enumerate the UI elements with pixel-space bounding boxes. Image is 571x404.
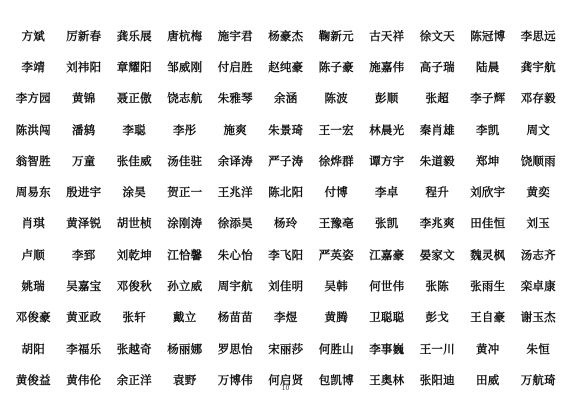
name-cell: 宋丽莎 xyxy=(268,341,304,356)
name-cell: 李靖 xyxy=(21,59,45,74)
name-cell: 邓俊豪 xyxy=(15,310,51,325)
name-cell: 张佳威 xyxy=(116,153,152,168)
name-cell: 王奥林 xyxy=(369,372,405,387)
name-cell: 饶顺雨 xyxy=(520,153,556,168)
name-cell: 万航琦 xyxy=(520,372,556,387)
name-cell: 邓俊秋 xyxy=(116,279,152,294)
name-cell: 江嘉豪 xyxy=(369,247,405,262)
name-cell: 刘玉 xyxy=(526,216,550,231)
name-cell: 方斌 xyxy=(21,28,45,43)
name-cell: 王兆洋 xyxy=(217,185,253,200)
name-cell: 余正洋 xyxy=(116,372,152,387)
name-cell: 古天祥 xyxy=(369,28,405,43)
name-cell: 朱雅琴 xyxy=(217,91,253,106)
name-cell: 张陈 xyxy=(425,279,449,294)
name-cell: 卢顺 xyxy=(21,247,45,262)
name-cell: 黄腾 xyxy=(324,310,348,325)
name-cell: 杨苗苗 xyxy=(217,310,253,325)
name-cell: 晏家文 xyxy=(419,247,455,262)
name-cell: 邓存毅 xyxy=(520,91,556,106)
name-cell: 万博伟 xyxy=(217,372,253,387)
name-cell: 杨玲 xyxy=(274,216,298,231)
name-cell: 李方园 xyxy=(15,91,51,106)
name-cell: 陈波 xyxy=(324,91,348,106)
name-cell: 林晨光 xyxy=(369,122,405,137)
name-cell: 严英姿 xyxy=(318,247,354,262)
name-cell: 李子辉 xyxy=(470,91,506,106)
name-cell: 何胜山 xyxy=(318,341,354,356)
name-cell: 朱心怡 xyxy=(217,247,253,262)
name-cell: 张凯 xyxy=(375,216,399,231)
name-cell: 徐烨群 xyxy=(318,153,354,168)
name-cell: 彭顺 xyxy=(375,91,399,106)
name-cell: 卫聪聪 xyxy=(369,310,405,325)
name-cell: 朱景琦 xyxy=(268,122,304,137)
name-cell: 刘欣宇 xyxy=(470,185,506,200)
name-cell: 李事巍 xyxy=(369,341,405,356)
name-cell: 陆晨 xyxy=(476,59,500,74)
page-number: 10 xyxy=(281,385,290,392)
name-cell: 涂昊 xyxy=(122,185,146,200)
name-cell: 黄亚政 xyxy=(66,310,102,325)
name-cell: 付博 xyxy=(324,185,348,200)
name-cell: 彭戈 xyxy=(425,310,449,325)
name-cell: 饶志航 xyxy=(167,91,203,106)
name-cell: 肖琪 xyxy=(21,216,45,231)
name-cell: 付启胜 xyxy=(217,59,253,74)
name-cell: 李彤 xyxy=(173,122,197,137)
name-cell: 陈北阳 xyxy=(268,185,304,200)
name-cell: 罗思怡 xyxy=(217,341,253,356)
name-cell: 黄伟伦 xyxy=(66,372,102,387)
name-cell: 汤志齐 xyxy=(520,247,556,262)
name-cell: 唐杭梅 xyxy=(167,28,203,43)
name-cell: 周文 xyxy=(526,122,550,137)
name-cell: 朱道毅 xyxy=(419,153,455,168)
name-cell: 翁智胜 xyxy=(15,153,51,168)
name-cell: 鞠新元 xyxy=(318,28,354,43)
name-cell: 胡世桢 xyxy=(116,216,152,231)
name-cell: 孙立威 xyxy=(167,279,203,294)
name-cell: 李卓 xyxy=(375,185,399,200)
name-cell: 聂正傲 xyxy=(116,91,152,106)
name-cell: 朱恒 xyxy=(526,341,550,356)
name-cell: 陈冠博 xyxy=(470,28,506,43)
name-cell: 吴韩 xyxy=(324,279,348,294)
name-cell: 严子涛 xyxy=(268,153,304,168)
name-cell: 施爽 xyxy=(223,122,247,137)
name-cell: 李兆爽 xyxy=(419,216,455,231)
name-cell: 李思远 xyxy=(520,28,556,43)
name-cell: 张越奇 xyxy=(116,341,152,356)
name-cell: 黄锦 xyxy=(72,91,96,106)
name-list-grid xyxy=(8,20,564,396)
name-cell: 江恰馨 xyxy=(167,247,203,262)
name-cell: 李聪 xyxy=(122,122,146,137)
name-cell: 周宇航 xyxy=(217,279,253,294)
name-cell: 刘乾坤 xyxy=(116,247,152,262)
name-cell: 徐文天 xyxy=(419,28,455,43)
name-cell: 陈子豪 xyxy=(318,59,354,74)
name-cell: 栾卓康 xyxy=(520,279,556,294)
name-cell: 王自豪 xyxy=(470,310,506,325)
name-cell: 张阳迪 xyxy=(419,372,455,387)
name-cell: 袁野 xyxy=(173,372,197,387)
name-cell: 胡阳 xyxy=(21,341,45,356)
name-cell: 杨丽娜 xyxy=(167,341,203,356)
name-cell: 张雨生 xyxy=(470,279,506,294)
name-cell: 王一宏 xyxy=(318,122,354,137)
name-cell: 潘鸫 xyxy=(72,122,96,137)
name-cell: 田威 xyxy=(476,372,500,387)
name-cell: 黄冲 xyxy=(476,341,500,356)
name-cell: 戴立 xyxy=(173,310,197,325)
name-cell: 何世伟 xyxy=(369,279,405,294)
name-cell: 周易东 xyxy=(15,185,51,200)
name-cell: 贺正一 xyxy=(167,185,203,200)
name-cell: 章耀阳 xyxy=(116,59,152,74)
name-cell: 殷进宇 xyxy=(66,185,102,200)
name-cell: 吴嘉宝 xyxy=(66,279,102,294)
name-cell: 黄俊益 xyxy=(15,372,51,387)
name-cell: 魏灵枫 xyxy=(470,247,506,262)
name-cell: 刘祎阳 xyxy=(66,59,102,74)
name-cell: 谢玉杰 xyxy=(520,310,556,325)
name-cell: 谭方宇 xyxy=(369,153,405,168)
name-cell: 万童 xyxy=(72,153,96,168)
name-cell: 何启贤 xyxy=(268,372,304,387)
name-cell: 施宇君 xyxy=(217,28,253,43)
name-cell: 龚乐展 xyxy=(116,28,152,43)
name-cell: 黄奕 xyxy=(526,185,550,200)
name-cell: 涂刚涛 xyxy=(167,216,203,231)
name-cell: 黄泽锐 xyxy=(66,216,102,231)
name-cell: 杨豪杰 xyxy=(268,28,304,43)
name-cell: 王一川 xyxy=(419,341,455,356)
name-cell: 李福乐 xyxy=(66,341,102,356)
name-cell: 汤佳驻 xyxy=(167,153,203,168)
name-cell: 秦肖雄 xyxy=(419,122,455,137)
name-cell: 邹威刚 xyxy=(167,59,203,74)
name-cell: 徐添昊 xyxy=(217,216,253,231)
name-cell: 程升 xyxy=(425,185,449,200)
name-cell: 李煜 xyxy=(274,310,298,325)
name-cell: 陈洪闯 xyxy=(15,122,51,137)
name-cell: 包凯博 xyxy=(318,372,354,387)
name-cell: 余涵 xyxy=(274,91,298,106)
name-cell: 余译涛 xyxy=(217,153,253,168)
name-cell: 刘佳明 xyxy=(268,279,304,294)
name-cell: 田佳恒 xyxy=(470,216,506,231)
name-cell: 高子瑞 xyxy=(419,59,455,74)
name-cell: 王豫亳 xyxy=(318,216,354,231)
name-cell: 李凯 xyxy=(476,122,500,137)
name-cell: 郑坤 xyxy=(476,153,500,168)
name-cell: 厉新春 xyxy=(66,28,102,43)
name-cell: 龚宇航 xyxy=(520,59,556,74)
name-cell: 张超 xyxy=(425,91,449,106)
name-cell: 李郅 xyxy=(72,247,96,262)
name-cell: 张轩 xyxy=(122,310,146,325)
name-cell: 施嘉伟 xyxy=(369,59,405,74)
name-cell: 赵纯豪 xyxy=(268,59,304,74)
name-cell: 李飞阳 xyxy=(268,247,304,262)
name-cell: 姚瑞 xyxy=(21,279,45,294)
